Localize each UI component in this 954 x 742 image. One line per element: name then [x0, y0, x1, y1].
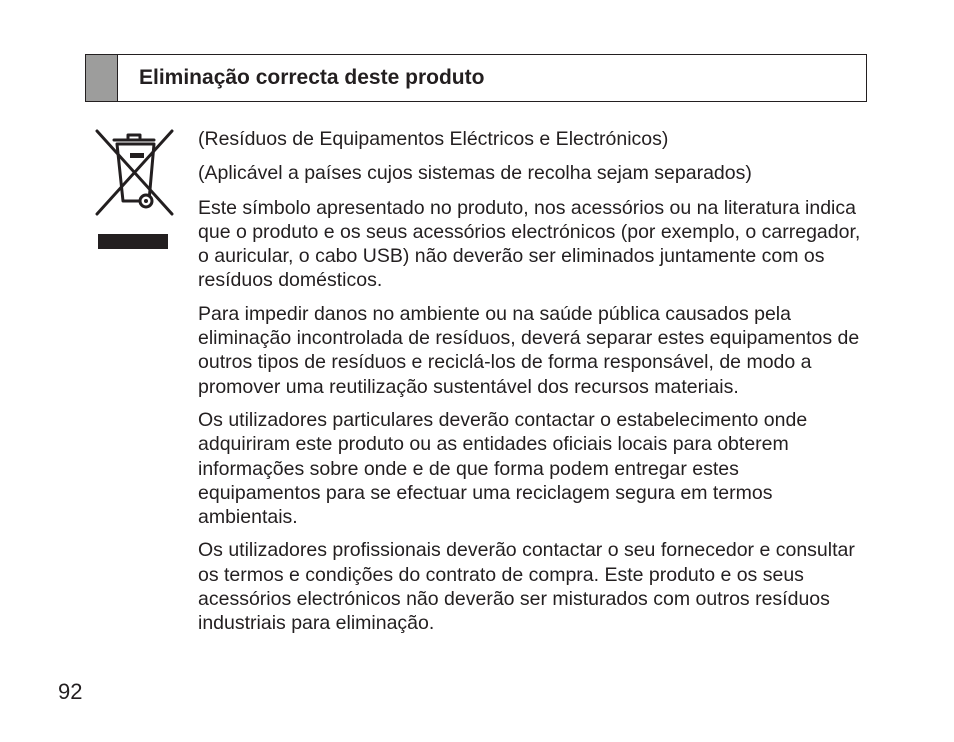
- paragraph-subtitle-weee: (Resíduos de Equipamentos Eléctricos e Electrónicos): [198, 128, 669, 150]
- body-text: [198, 127, 863, 645]
- paragraph-professional-users: Os utilizadores profissionais deverão contactar o seu fornecedor e consultar os termos e condições do contrato de compra. Este produto e os seus acessórios electrónicos não deverão ser misturados com outros resíduos industriais para eliminação.: [198, 539, 855, 635]
- weee-black-bar: [98, 234, 168, 249]
- crossed-out-wheelie-bin-icon: [95, 128, 175, 218]
- paragraph-environment: Para impedir danos no ambiente ou na saúde pública causados pela eliminação incontrolada de resíduos, deverá separar estes equipamentos de outros tipos de resíduos e reciclá-los de forma responsável, de modo a promover uma reutilização sustentável dos recursos materiais.: [198, 302, 860, 398]
- section-header-tab: [86, 55, 118, 101]
- paragraph-subtitle-applicability: (Aplicável a países cujos sistemas de recolha sejam separados): [198, 162, 752, 185]
- paragraph-private-users: Os utilizadores particulares deverão contactar o estabelecimento onde adquiriram este produto ou as entidades oficiais locais para obterem informações sobre onde e de que forma podem entregar estes equipamentos para se efectuar uma reciclagem segura em termos ambientais.: [198, 408, 808, 529]
- page-number: 92: [58, 679, 83, 704]
- section-header: [85, 54, 867, 102]
- paragraph-symbol-meaning: Este símbolo apresentado no produto, nos acessórios ou na literatura indica que o produto e os seus acessórios electrónicos (por exemplo, o carregador, o auricular, o cabo USB) não deverão ser eliminados juntamente com os resíduos domésticos.: [198, 196, 861, 292]
- section-title: Eliminação correcta deste produto: [139, 66, 485, 89]
